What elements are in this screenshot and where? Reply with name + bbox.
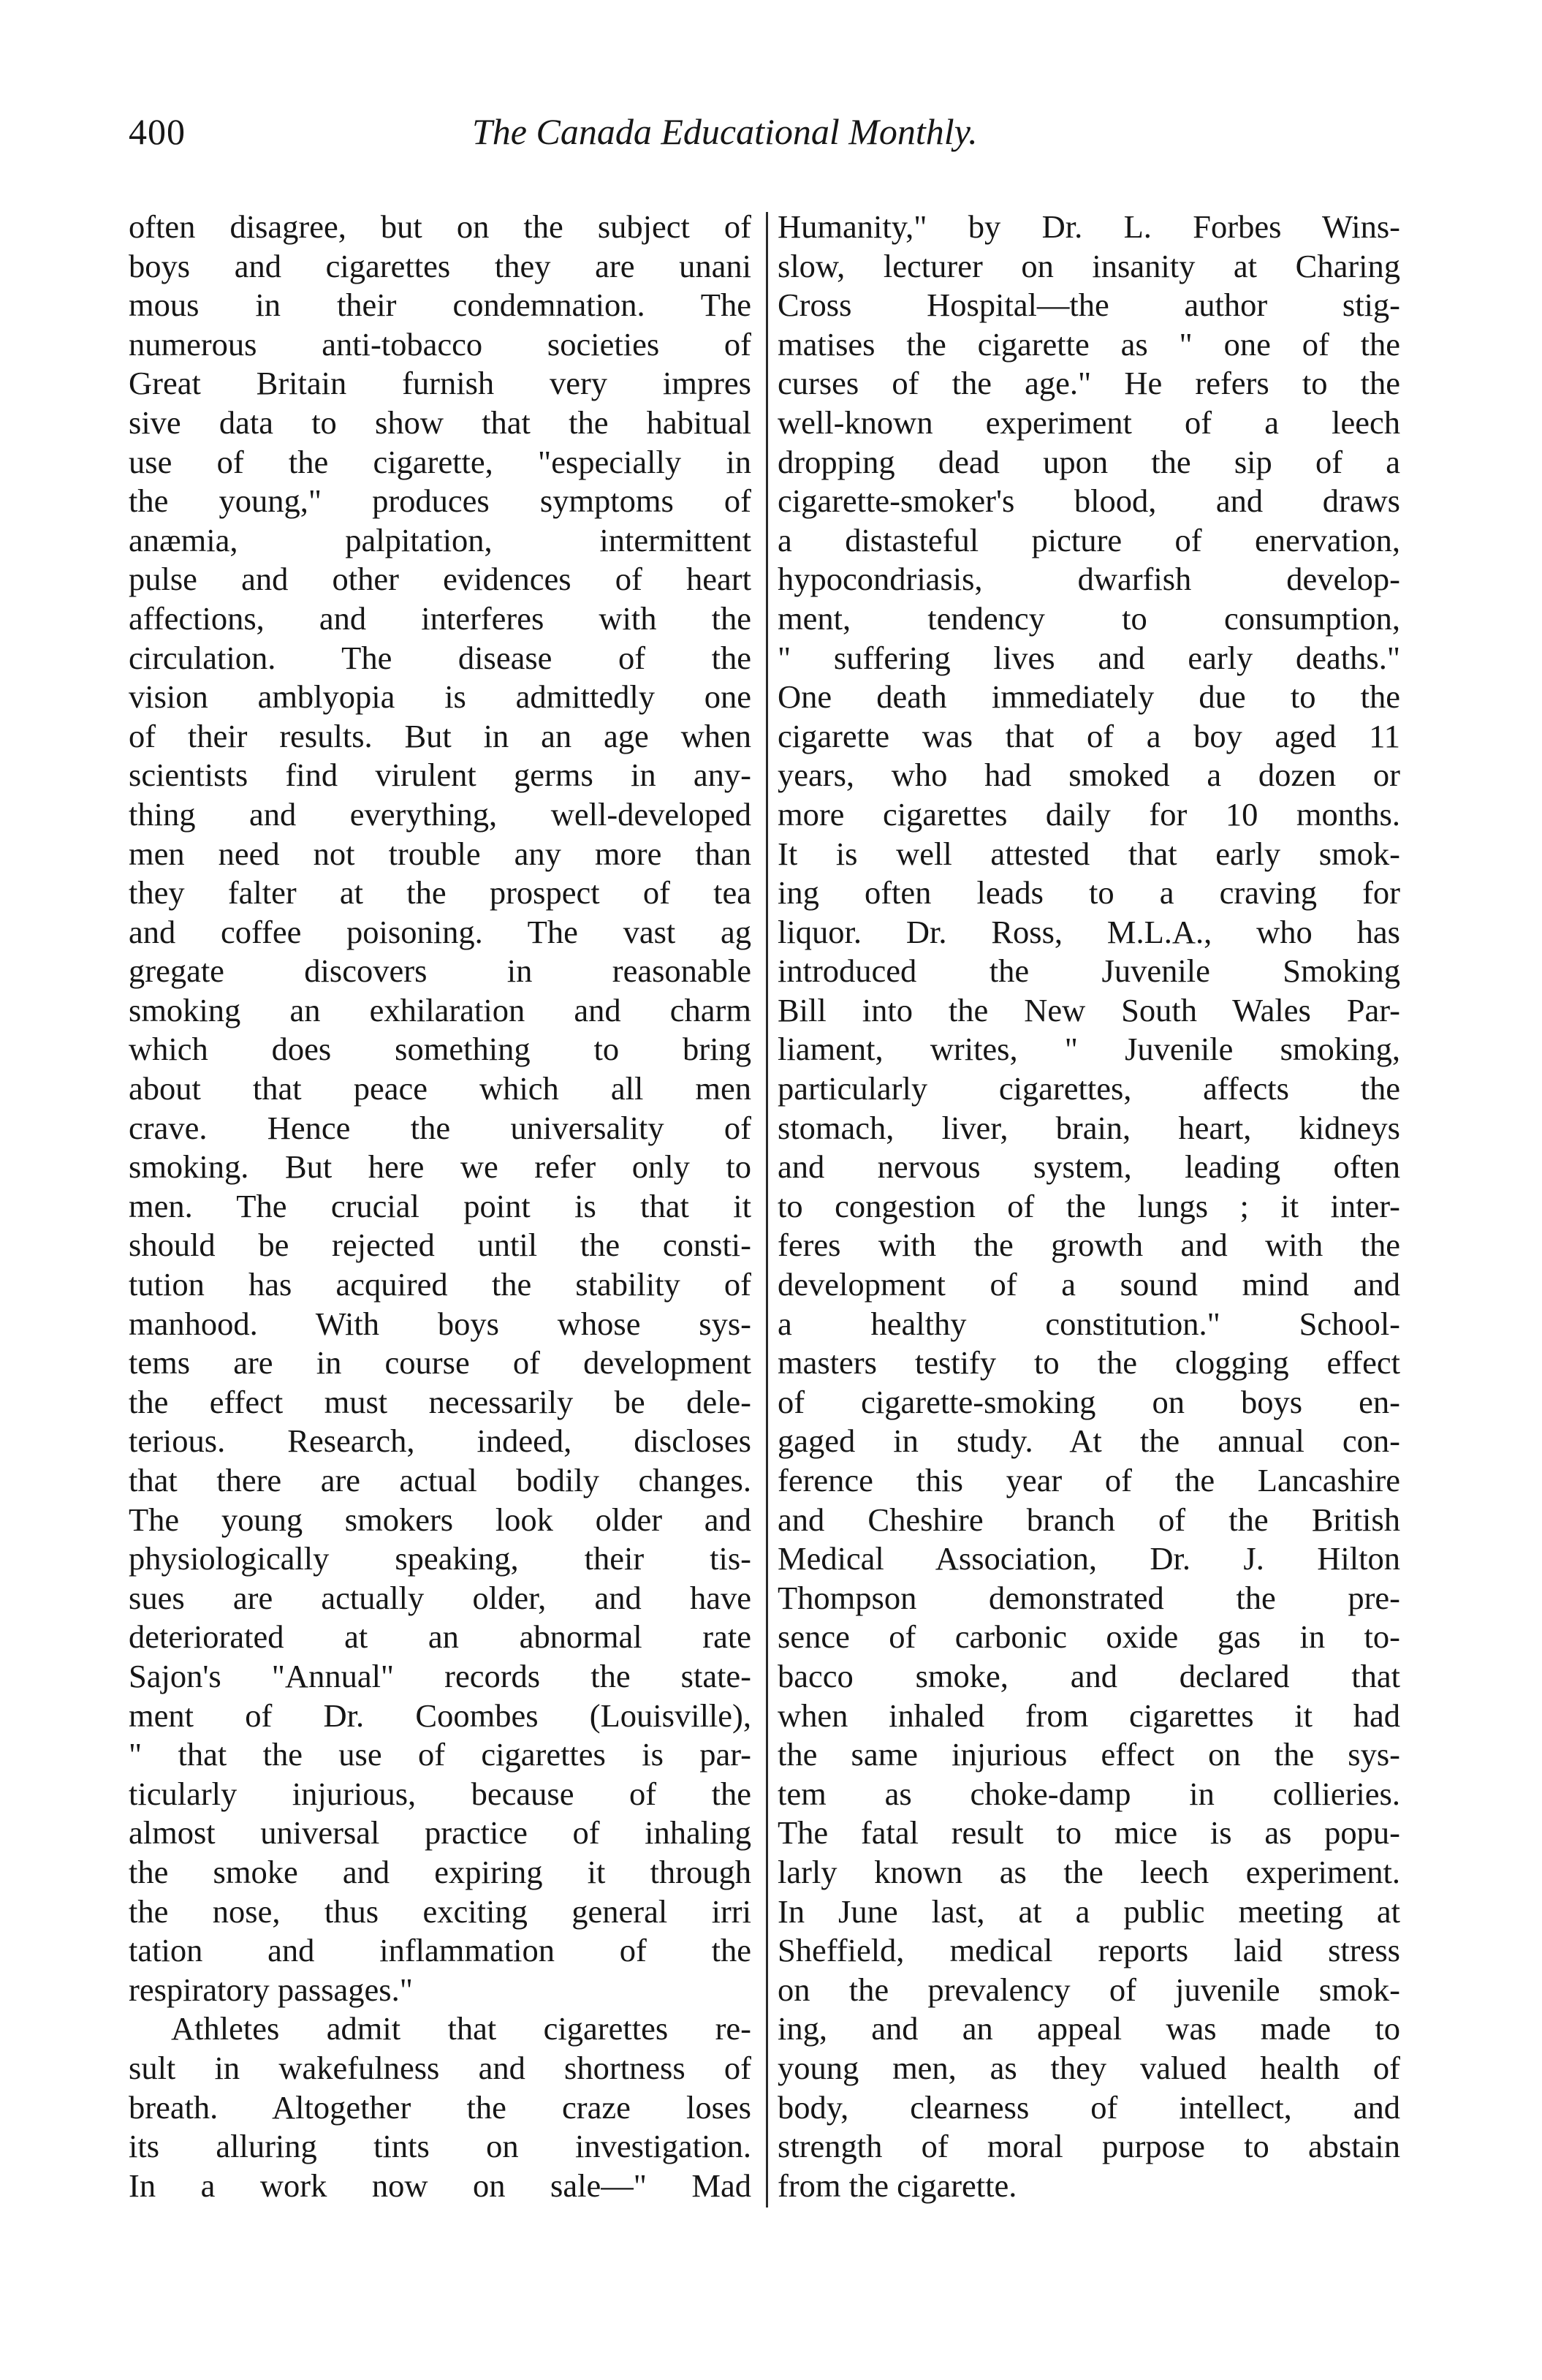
text-line: anæmia, palpitation, intermittent [129, 521, 751, 558]
text-line: gregate discovers in reasonable [129, 952, 751, 990]
text-line: liament, writes, " Juvenile smoking, [778, 1031, 1400, 1068]
text-line: mous in their condemnation. The [129, 287, 751, 324]
text-line: to congestion of the lungs ; it inter- [778, 1187, 1400, 1224]
text-line: dropping dead upon the sip of a [778, 443, 1400, 480]
text-line: and nervous system, leading often [778, 1148, 1400, 1186]
text-line: Medical Association, Dr. J. Hilton [778, 1540, 1400, 1577]
text-line: men. The crucial point is that it [129, 1187, 751, 1224]
column-divider-rule [766, 212, 768, 2207]
text-line: boys and cigarettes they are unani [129, 247, 751, 284]
text-line: " that the use of cigarettes is par- [129, 1736, 751, 1773]
text-line: circulation. The disease of the [129, 639, 751, 676]
text-line: ference this year of the Lancashire [778, 1462, 1400, 1498]
text-line: In a work now on sale—" Mad [129, 2167, 751, 2204]
text-line: cigarette was that of a boy aged 11 [778, 717, 1400, 754]
text-line: respiratory passages." [129, 1971, 413, 2008]
text-line: ing, and an appeal was made to [778, 2010, 1400, 2047]
text-line: and Cheshire branch of the British [778, 1501, 1400, 1538]
text-line: tems are in course of development [129, 1344, 751, 1382]
text-line: on the prevalency of juvenile smok- [778, 1971, 1400, 2008]
text-line: Thompson demonstrated the pre- [778, 1579, 1400, 1616]
text-line: sence of carbonic oxide gas in to- [778, 1618, 1400, 1656]
text-line: use of the cigarette, "especially in [129, 443, 751, 480]
text-line: that there are actual bodily changes. [129, 1462, 751, 1498]
text-line: development of a sound mind and [778, 1266, 1400, 1303]
text-line: should be rejected until the consti- [129, 1227, 751, 1264]
text-line: its alluring tints on investigation. [129, 2128, 751, 2165]
text-line: In June last, at a public meeting at [778, 1892, 1400, 1930]
text-line: masters testify to the clogging effect [778, 1344, 1400, 1382]
page-header [129, 110, 1079, 168]
text-line: sues are actually older, and have [129, 1579, 751, 1616]
text-line: about that peace which all men [129, 1070, 751, 1107]
text-line: they falter at the prospect of tea [129, 874, 751, 912]
text-line: feres with the growth and with the [778, 1227, 1400, 1264]
text-line: stomach, liver, brain, heart, kidneys [778, 1109, 1400, 1146]
text-line: One death immediately due to the [778, 678, 1400, 716]
text-line: often disagree, but on the subject of [129, 208, 751, 245]
text-line: vision amblyopia is admittedly one [129, 678, 751, 716]
text-line: The fatal result to mice is as popu- [778, 1814, 1400, 1852]
text-line: and coffee poisoning. The vast ag [129, 913, 751, 950]
text-line: ment of Dr. Coombes (Louisville), [129, 1697, 751, 1734]
text-line: manhood. With boys whose sys- [129, 1305, 751, 1342]
text-line: deteriorated at an abnormal rate [129, 1618, 751, 1656]
text-line: the effect must necessarily be dele- [129, 1383, 751, 1420]
text-line: the young," produces symptoms of [129, 482, 751, 520]
text-line: the nose, thus exciting general irri [129, 1892, 751, 1930]
text-line: Bill into the New South Wales Par- [778, 991, 1400, 1028]
text-line: liquor. Dr. Ross, M.L.A., who has [778, 913, 1400, 950]
text-line: particularly cigarettes, affects the [778, 1070, 1400, 1107]
text-line: smoking. But here we refer only to [129, 1148, 751, 1186]
left-text-column [129, 208, 751, 2205]
text-line: Sheffield, medical reports laid stress [778, 1932, 1400, 1969]
text-line: Athletes admit that cigarettes re- [171, 2010, 751, 2047]
text-line: men need not trouble any more than [129, 835, 751, 872]
text-line: the same injurious effect on the sys- [778, 1736, 1400, 1773]
text-line: well-known experiment of a leech [778, 403, 1400, 441]
text-line: It is well attested that early smok- [778, 835, 1400, 872]
text-line: breath. Altogether the craze loses [129, 2088, 751, 2126]
text-line: scientists find virulent germs in any- [129, 757, 751, 794]
text-line: smoking an exhilaration and charm [129, 991, 751, 1028]
text-line: a healthy constitution." School- [778, 1305, 1400, 1342]
text-line: almost universal practice of inhaling [129, 1814, 751, 1852]
text-line: cigarette-smoker's blood, and draws [778, 482, 1400, 520]
text-line: terious. Research, indeed, discloses [129, 1422, 751, 1460]
running-title: The Canada Educational Monthly. [472, 111, 978, 152]
text-line: ing often leads to a craving for [778, 874, 1400, 912]
text-line: Humanity," by Dr. L. Forbes Wins- [778, 208, 1400, 245]
text-line: pulse and other evidences of heart [129, 561, 751, 598]
text-line: larly known as the leech experiment. [778, 1853, 1400, 1890]
text-line: gaged in study. At the annual con- [778, 1422, 1400, 1460]
text-line: young men, as they valued health of [778, 2049, 1400, 2086]
text-line: hypocondriasis, dwarfish develop- [778, 561, 1400, 598]
text-line: matises the cigarette as " one of the [778, 325, 1400, 363]
text-line: of cigarette-smoking on boys en- [778, 1383, 1400, 1420]
text-line: numerous anti-tobacco societies of [129, 325, 751, 363]
text-line: bacco smoke, and declared that [778, 1657, 1400, 1694]
text-line: slow, lecturer on insanity at Charing [778, 247, 1400, 284]
text-line: ticularly injurious, because of the [129, 1775, 751, 1812]
text-line: introduced the Juvenile Smoking [778, 952, 1400, 990]
text-line: the smoke and expiring it through [129, 1853, 751, 1890]
text-line: curses of the age." He refers to the [778, 365, 1400, 402]
text-line: The young smokers look older and [129, 1501, 751, 1538]
text-line: of their results. But in an age when [129, 717, 751, 754]
text-line: from the cigarette. [778, 2167, 1017, 2204]
text-line: sult in wakefulness and shortness of [129, 2049, 751, 2086]
text-line: a distasteful picture of enervation, [778, 521, 1400, 558]
text-line: tation and inflammation of the [129, 1932, 751, 1969]
text-line: Cross Hospital—the author stig- [778, 287, 1400, 324]
text-line: strength of moral purpose to abstain [778, 2128, 1400, 2165]
text-line: crave. Hence the universality of [129, 1109, 751, 1146]
text-line: body, clearness of intellect, and [778, 2088, 1400, 2126]
text-line: affections, and interferes with the [129, 599, 751, 637]
page-number: 400 [129, 111, 186, 152]
text-line: which does something to bring [129, 1031, 751, 1068]
text-line: more cigarettes daily for 10 months. [778, 795, 1400, 833]
text-line: physiologically speaking, their tis- [129, 1540, 751, 1577]
right-text-column [778, 208, 1400, 2205]
text-line: " suffering lives and early deaths." [778, 639, 1400, 676]
text-line: sive data to show that the habitual [129, 403, 751, 441]
text-line: years, who had smoked a dozen or [778, 757, 1400, 794]
text-line: tem as choke-damp in collieries. [778, 1775, 1400, 1812]
text-line: Great Britain furnish very impres [129, 365, 751, 402]
text-line: when inhaled from cigarettes it had [778, 1697, 1400, 1734]
text-line: ment, tendency to consumption, [778, 599, 1400, 637]
text-line: tution has acquired the stability of [129, 1266, 751, 1303]
text-line: thing and everything, well-developed [129, 795, 751, 833]
text-line: Sajon's "Annual" records the state- [129, 1657, 751, 1694]
